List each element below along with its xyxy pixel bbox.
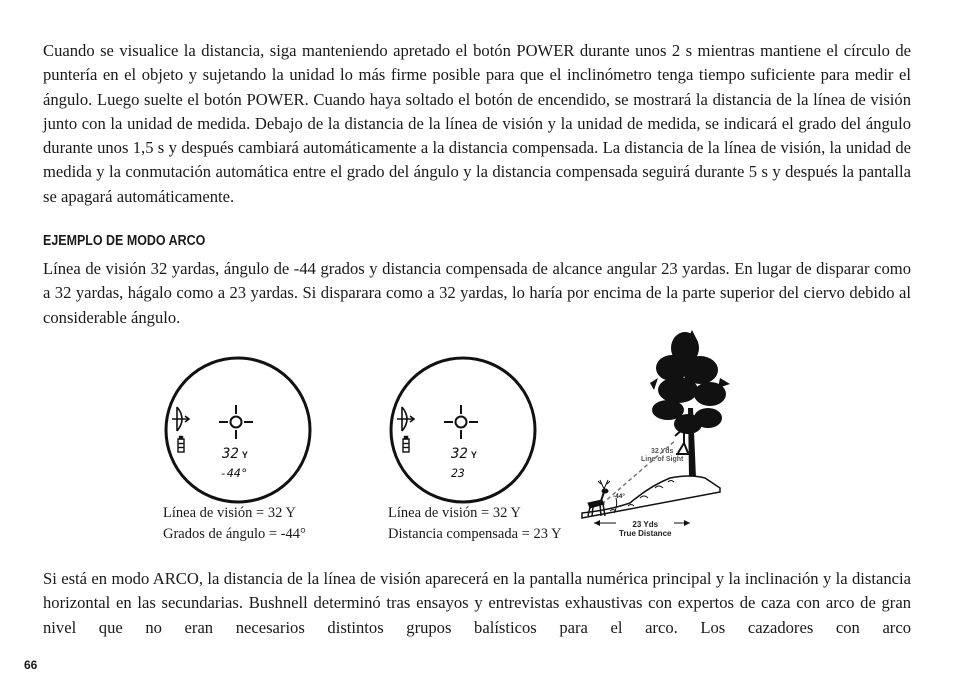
true-distance-value: 23 Yds [632, 520, 659, 529]
line-of-sight-caption: Line of Sight [641, 456, 684, 463]
true-distance-label [616, 520, 674, 538]
example-paragraph: Línea de visión 32 yardas, ángulo de -44 grados y distancia compensada de alcance angular 23 yardas. En lugar de disparar como a 32 yardas, hágalo como a 23 yardas. Si disparara como a 32 yardas, lo haría por encima de la parte superior del ciervo debido al considerable ángulo. [43, 259, 911, 327]
line-of-sight-label [641, 448, 683, 464]
unit-label: Y [470, 450, 477, 460]
caption-line: Línea de visión = 32 Y [388, 505, 521, 521]
arco-mode-paragraph: Si está en modo ARCO, la distancia de la línea de visión aparecerá en la pantalla numérica principal y la inclinación y la distancia horizontal en las secundarias. Bushnell determinó tras ensayos y entrevistas exhaustivas con expertos de caza con arco de gran nivel que no eran necesarios distintos grupos balísticos para el arco. Los cazadores con arco [43, 569, 911, 637]
true-distance-caption: True Distance [619, 529, 672, 538]
line-of-sight-distance: 32 Yds [650, 448, 674, 455]
line-of-sight-value: 32 [222, 446, 239, 462]
unit-label: Y [241, 450, 248, 460]
section-heading: EJEMPLO DE MODO ARCO [43, 233, 206, 249]
angle-shot-illustration [580, 328, 765, 543]
angle-value: -44° [220, 466, 248, 480]
compensated-distance-value: 23 [451, 466, 465, 480]
caption-line: Grados de ángulo = -44° [163, 526, 306, 542]
display-2-caption [388, 503, 562, 545]
intro-paragraph: Cuando se visualice la distancia, siga manteniendo apretado el botón POWER durante unos 2 s mientras mantiene el círculo de puntería en el objeto y sujetando la unidad lo más firme posible para que el inclinómetro tenga tiempo suficiente para medir el ángulo. Luego suelte el botón POWER. Cuando haya soltado el botón de encendido, se mostrará la distancia de la línea de visión junto con la unidad de medida. Debajo de la distancia de la línea de visión y la unidad de medida, se indicará el grado del ángulo durante unos 1,5 s y después cambiará automáticamente a la distancia compensada. La distancia de la línea de visión, la unidad de medida y la conmutación automática entre el grado del ángulo y la distancia compensada seguirá durante 5 s y después la pantalla se apagará automáticamente. [43, 41, 911, 206]
caption-line: Línea de visión = 32 Y [163, 505, 296, 521]
display-1-caption [163, 503, 306, 545]
rangefinder-display-compensated [388, 355, 538, 505]
rangefinder-display-angle [163, 355, 313, 505]
line-of-sight-value: 32 [451, 446, 468, 462]
page-number: 66 [24, 658, 38, 672]
caption-line: Distancia compensada = 23 Y [388, 526, 562, 542]
angle-label: -44° [613, 493, 625, 500]
